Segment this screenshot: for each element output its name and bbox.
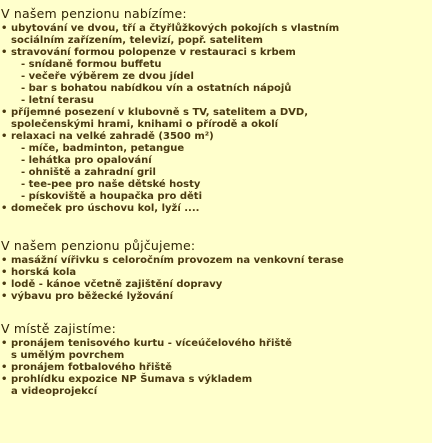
- item-text: pronájem tenisového kurtu - víceúčelového hřiště: [11, 338, 292, 349]
- list-item: [0, 279, 432, 291]
- list-item: [0, 374, 432, 398]
- item-text: stravování formou polopenze v restauraci s krbem: [11, 47, 296, 58]
- item-text-cont: a videoprojekcí: [11, 386, 98, 397]
- bullet-icon: •: [1, 362, 8, 373]
- bullet-icon: •: [1, 107, 8, 118]
- sub-list: [11, 59, 432, 107]
- section-title: V našem penzionu půjčujeme:: [1, 238, 196, 253]
- sub-item: - ohniště a zahradní gril: [21, 167, 156, 178]
- item-text-cont: sociálním zařízením, televizí, popř. satelitem: [11, 35, 263, 46]
- sub-item: - tee-pee pro naše dětské hosty: [21, 179, 201, 190]
- item-text: masážní vířivku s celoročním provozem na venkovní terase: [11, 255, 344, 266]
- bullet-icon: •: [1, 374, 8, 385]
- item-text: horská kola: [11, 267, 77, 278]
- list-item: [0, 255, 432, 267]
- rental-list: [0, 255, 432, 303]
- item-text: relaxaci na velké zahradě (3500 m²): [11, 131, 214, 142]
- item-text: příjemné posezení v klubovně s TV, satelitem a DVD,: [11, 107, 308, 118]
- bullet-icon: •: [1, 291, 8, 302]
- bullet-icon: •: [1, 338, 8, 349]
- list-item: [0, 203, 432, 215]
- item-text: domeček pro úschovu kol, lyží ....: [11, 203, 200, 214]
- item-text: výbavu pro běžecké lyžování: [11, 291, 174, 302]
- sub-item: - letní terasu: [21, 95, 94, 106]
- item-text: ubytování ve dvou, tří a čtyřlůžkových pokojích s vlastním: [11, 23, 340, 34]
- sub-item: - bar s bohatou nabídkou vín a ostatních nápojů: [21, 83, 292, 94]
- list-item: [0, 338, 432, 362]
- list-item: [0, 131, 432, 203]
- list-item: [0, 47, 432, 107]
- bullet-icon: •: [1, 203, 8, 214]
- section-title: V našem penzionu nabízíme:: [1, 6, 187, 21]
- item-text: lodě - kánoe včetně zajištění dopravy: [11, 279, 223, 290]
- bullet-icon: •: [1, 255, 8, 266]
- section-rental: [0, 238, 432, 303]
- section-offer: [0, 6, 432, 215]
- offer-list: [0, 23, 432, 215]
- bullet-icon: •: [1, 131, 8, 142]
- arrange-list: [0, 338, 432, 398]
- list-item: [0, 291, 432, 303]
- list-item: [0, 267, 432, 279]
- sub-item: - večeře výběrem ze dvou jídel: [21, 71, 194, 82]
- bullet-icon: •: [1, 23, 8, 34]
- list-item: [0, 107, 432, 131]
- sub-item: - snídaně formou buffetu: [21, 59, 162, 70]
- section-arrange: [0, 321, 432, 398]
- item-text-cont: společenskými hrami, knihami o přírodě a okolí: [11, 119, 279, 130]
- bullet-icon: •: [1, 279, 8, 290]
- sub-item: - pískoviště a houpačka pro děti: [21, 191, 203, 202]
- sub-item: - míče, badminton, petangue: [21, 143, 185, 154]
- sub-item: - lehátka pro opalování: [21, 155, 152, 166]
- list-item: [0, 362, 432, 374]
- section-title: V místě zajistíme:: [1, 321, 116, 336]
- item-text: pronájem fotbalového hřiště: [11, 362, 172, 373]
- item-text: prohlídku expozice NP Šumava s výkladem: [11, 374, 253, 385]
- sub-list: [11, 143, 432, 203]
- bullet-icon: •: [1, 267, 8, 278]
- bullet-icon: •: [1, 47, 8, 58]
- item-text-cont: s umělým povrchem: [11, 350, 125, 361]
- list-item: [0, 23, 432, 47]
